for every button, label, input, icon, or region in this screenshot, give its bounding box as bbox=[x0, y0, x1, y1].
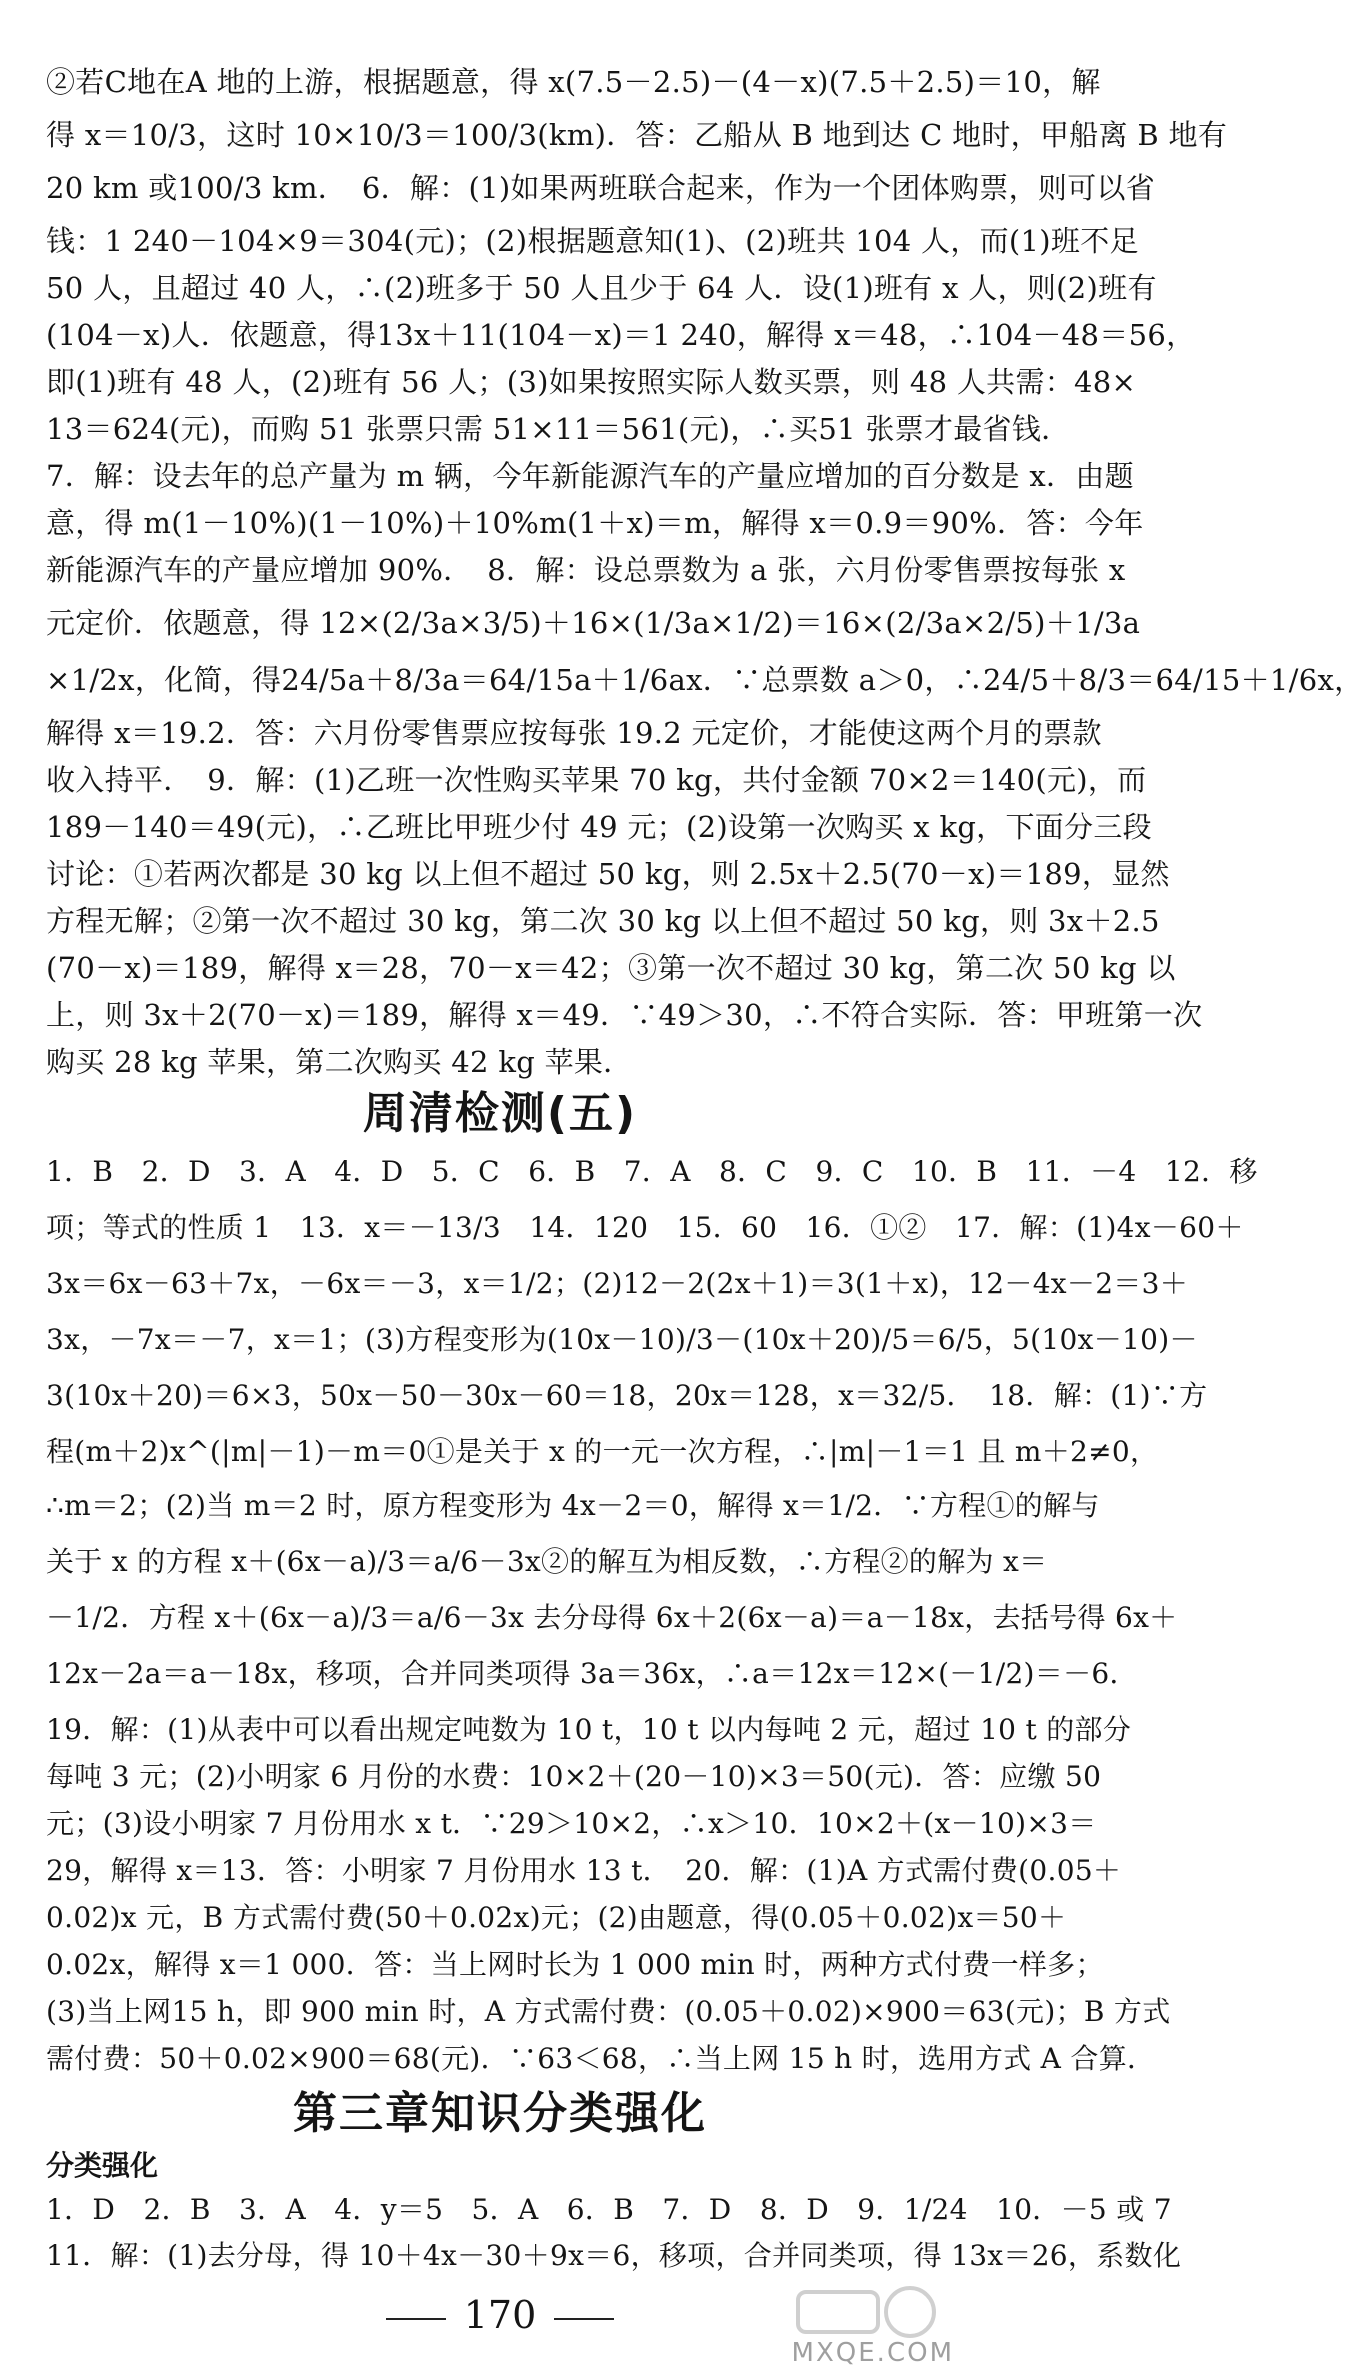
text-line: 需付费：50＋0.02×900＝68(元)．∵63＜68，∴当上网 15 h 时，选用方式 A 合算． bbox=[46, 2042, 1156, 2075]
text-line: 1．D 2．B 3．A 4．y＝5 5．A 6．B 7．D 8．D 9．1/24 10．－5 或 7 bbox=[46, 2193, 1172, 2226]
text-line: 新能源汽车的产量应增加 90%． 8．解：设总票数为 a 张，六月份零售票按每张 x bbox=[46, 553, 1126, 587]
text-line: 讨论：①若两次都是 30 kg 以上但不超过 50 kg，则 2.5x＋2.5(70－x)＝189，显然 bbox=[46, 857, 1170, 891]
text-line: (70－x)＝189，解得 x＝28，70－x＝42；③第一次不超过 30 kg，第二次 50 kg 以 bbox=[46, 951, 1176, 985]
text-line: 关于 x 的方程 x＋(6x－a)/3＝a/6－3x②的解互为相反数，∴方程②的解为 x＝ bbox=[46, 1545, 1048, 1578]
text-line: 项；等式的性质 1 13．x＝－13/3 14．120 15．60 16．①② 17．解：(1)4x－60＋ bbox=[46, 1211, 1244, 1244]
watermark: MXQE.COM bbox=[791, 2338, 954, 2368]
text-line: 189－140＝49(元)，∴乙班比甲班少付 49 元；(2)设第一次购买 x kg，下面分三段 bbox=[46, 810, 1152, 844]
text-line: 得 x＝10/3，这时 10×10/3＝100/3(km)．答：乙船从 B 地到达 C 地时，甲船离 B 地有 bbox=[46, 118, 1228, 152]
text-line: 意，得 m(1－10%)(1－10%)＋10%m(1＋x)＝m，解得 x＝0.9＝90%．答：今年 bbox=[46, 506, 1144, 540]
text-line: 收入持平． 9．解：(1)乙班一次性购买苹果 70 kg，共付金额 70×2＝140(元)，而 bbox=[46, 763, 1147, 797]
text-line: ∴m＝2；(2)当 m＝2 时，原方程变形为 4x－2＝0，解得 x＝1/2．∵方程①的解与 bbox=[46, 1489, 1100, 1522]
text-line: 20 km 或100/3 km． 6．解：(1)如果两班联合起来，作为一个团体购票，则可以省 bbox=[46, 171, 1156, 205]
text-line: 元定价．依题意，得 12×(2/3a×3/5)＋16×(1/3a×1/2)＝16×(2/3a×2/5)＋1/3a bbox=[46, 606, 1141, 640]
text-line: 即(1)班有 48 人，(2)班有 56 人；(3)如果按照实际人数买票，则 48 人共需：48× bbox=[46, 365, 1137, 399]
text-line: 购买 28 kg 苹果，第二次购买 42 kg 苹果． bbox=[46, 1045, 633, 1079]
text-line: 3x，－7x＝－7，x＝1；(3)方程变形为(10x－10)/3－(10x＋20)/5＝6/5，5(10x－10)－ bbox=[46, 1323, 1198, 1356]
text-line: 7．解：设去年的总产量为 m 辆，今年新能源汽车的产量应增加的百分数是 x．由题 bbox=[46, 459, 1134, 493]
subheading: 分类强化 bbox=[46, 2149, 159, 2182]
text-line: 0.02)x 元，B 方式需付费(50＋0.02x)元；(2)由题意，得(0.05＋0.02)x＝50＋ bbox=[46, 1901, 1067, 1934]
text-line: 解得 x＝19.2．答：六月份零售票应按每张 19.2 元定价，才能使这两个月的票款 bbox=[46, 716, 1102, 750]
text-line: 13＝624(元)，而购 51 张票只需 51×11＝561(元)，∴买51 张票才最省钱． bbox=[46, 412, 1071, 446]
text-line: 11．解：(1)去分母，得 10＋4x－30＋9x＝6，移项，合并同类项，得 13x＝26，系数化 bbox=[46, 2239, 1182, 2272]
text-line: 钱：1 240－104×9＝304(元)；(2)根据题意知(1)、(2)班共 104 人，而(1)班不足 bbox=[46, 224, 1139, 258]
text-line: 每吨 3 元；(2)小明家 6 月份的水费：10×2＋(20－10)×3＝50(元)．答：应缴 50 bbox=[46, 1760, 1102, 1793]
text-line: 元；(3)设小明家 7 月份用水 x t．∵29＞10×2，∴x＞10．10×2＋(x－10)×3＝ bbox=[46, 1807, 1097, 1840]
text-line: 0.02x，解得 x＝1 000．答：当上网时长为 1 000 min 时，两种方式付费一样多； bbox=[46, 1948, 1104, 1981]
text-line: 29，解得 x＝13．答：小明家 7 月份用水 13 t． 20．解：(1)A 方式需付费(0.05＋ bbox=[46, 1854, 1122, 1887]
text-line: 方程无解；②第一次不超过 30 kg，第二次 30 kg 以上但不超过 50 kg，则 3x＋2.5 bbox=[46, 904, 1160, 938]
text-line: (3)当上网15 h，即 900 min 时，A 方式需付费：(0.05＋0.02)×900＝63(元)；B 方式 bbox=[46, 1995, 1171, 2028]
chapter-title: 第三章知识分类强化 bbox=[293, 2088, 707, 2139]
section-title: 周清检测(五) bbox=[362, 1088, 638, 1139]
page-number: 170 bbox=[0, 2290, 1000, 2340]
text-line: 上，则 3x＋2(70－x)＝189，解得 x＝49．∵49＞30，∴不符合实际．答：甲班第一次 bbox=[46, 998, 1203, 1032]
text-line: 12x－2a＝a－18x，移项，合并同类项得 3a＝36x，∴a＝12x＝12×(－1/2)＝－6． bbox=[46, 1657, 1138, 1690]
text-line: 19．解：(1)从表中可以看出规定吨数为 10 t，10 t 以内每吨 2 元，超过 10 t 的部分 bbox=[46, 1713, 1132, 1746]
text-line: 程(m＋2)x^(|m|－1)－m＝0①是关于 x 的一元一次方程，∴|m|－1＝1 且 m＋2≠0， bbox=[46, 1435, 1159, 1468]
text-line: 50 人，且超过 40 人，∴(2)班多于 50 人且少于 64 人．设(1)班有 x 人，则(2)班有 bbox=[46, 271, 1157, 305]
text-line: 3(10x＋20)＝6×3，50x－50－30x－60＝18，20x＝128，x＝32/5． 18．解：(1)∵方 bbox=[46, 1379, 1208, 1412]
text-line: 3x＝6x－63＋7x，－6x＝－3，x＝1/2；(2)12－2(2x＋1)＝3(1＋x)，12－4x－2＝3＋ bbox=[46, 1267, 1189, 1300]
text-line: 1．B 2．D 3．A 4．D 5．C 6．B 7．A 8．C 9．C 10．B 11．－4 12．移 bbox=[46, 1155, 1258, 1188]
text-line: ×1/2x，化简，得24/5a＋8/3a＝64/15a＋1/6ax．∵总票数 a＞0，∴24/5＋8/3＝64/15＋1/6x， bbox=[46, 663, 1363, 697]
text-line: －1/2．方程 x＋(6x－a)/3＝a/6－3x 去分母得 6x＋2(6x－a)＝a－18x，去括号得 6x＋ bbox=[46, 1601, 1178, 1634]
text-line: (104－x)人．依题意，得13x＋11(104－x)＝1 240，解得 x＝48，∴104－48＝56， bbox=[46, 318, 1196, 352]
text-line: ②若C地在A 地的上游，根据题意，得 x(7.5－2.5)－(4－x)(7.5＋2.5)＝10，解 bbox=[46, 65, 1101, 99]
